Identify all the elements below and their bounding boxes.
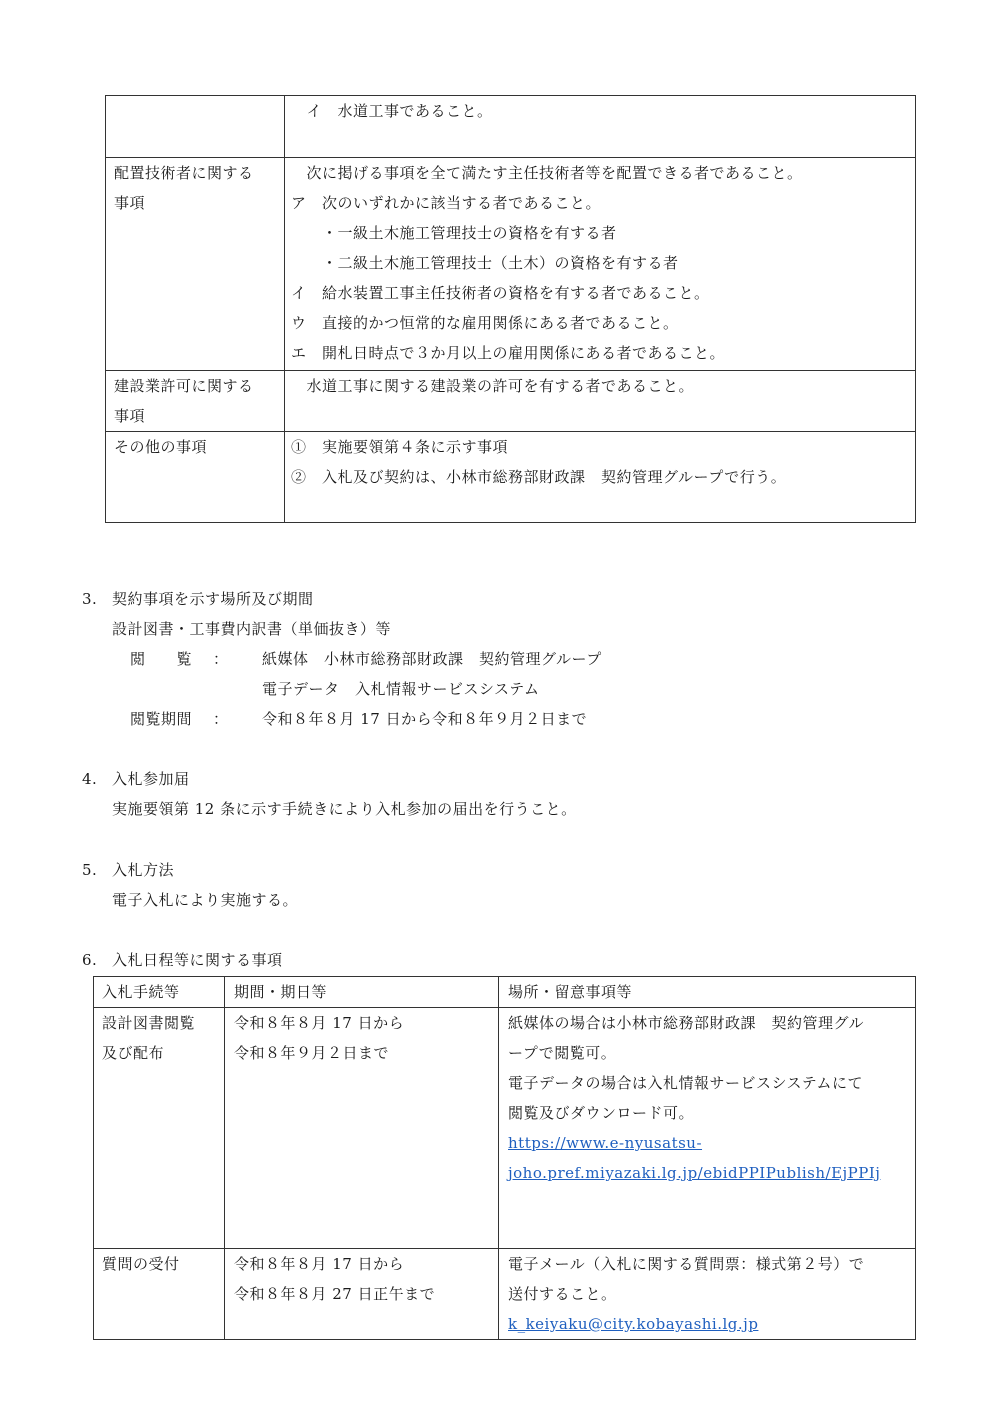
content-line: エ 開札日時点で３か月以上の雇用関係にある者であること。 bbox=[291, 344, 726, 362]
label-line: 配置技術者に関する bbox=[114, 164, 254, 182]
section-number: 4. bbox=[82, 770, 98, 788]
schedule-table bbox=[93, 976, 916, 1340]
section-body: 実施要領第 12 条に示す手続きにより入札参加の届出を行うこと。 bbox=[112, 800, 577, 818]
content-line: ウ 直接的かつ恒常的な雇用関係にある者であること。 bbox=[291, 314, 679, 332]
column-header: 期間・期日等 bbox=[225, 977, 499, 1008]
row-content bbox=[285, 96, 916, 158]
table-row bbox=[106, 158, 916, 371]
section-number: 5. bbox=[82, 861, 98, 879]
section-heading: 契約事項を示す場所及び期間 bbox=[112, 590, 314, 608]
column-header: 入札手続等 bbox=[94, 977, 225, 1008]
section-heading: 入札方法 bbox=[112, 861, 175, 879]
label-line: 建設業許可に関する bbox=[114, 377, 254, 395]
label-line: 事項 bbox=[114, 194, 146, 212]
content-line: ① 実施要領第４条に示す事項 bbox=[291, 438, 509, 456]
system-url-link[interactable]: https://www.e-nyusatsu- bbox=[508, 1134, 703, 1152]
content-line: イ 給水装置工事主任技術者の資格を有する者であること。 bbox=[291, 284, 710, 302]
table-row bbox=[94, 1249, 916, 1340]
content-line: ・二級土木施工管理技士（土木）の資格を有する者 bbox=[291, 254, 679, 272]
period-value: 令和８年８月 17 日から令和８年９月２日まで bbox=[262, 710, 588, 728]
table-row bbox=[94, 1008, 916, 1249]
table-header-row bbox=[94, 977, 916, 1008]
notes-cell: 紙媒体の場合は小林市総務部財政課 契約管理グル ープで閲覧可。 電子データの場合は入札情報サービスシステムにて 閲覧及びダウンロード可。 https://www.e-nyusatsu- joho.pref.miyazaki.lg.jp/ebidPPIPublish/EjPPIj bbox=[499, 1008, 916, 1249]
column-header: 場所・留意事項等 bbox=[499, 977, 916, 1008]
colon: ： bbox=[213, 650, 229, 668]
view-value: 電子データ 入札情報サービスシステム bbox=[262, 680, 540, 698]
table-row bbox=[106, 432, 916, 523]
row-label bbox=[106, 158, 285, 371]
notes-cell: 電子メール（入札に関する質問票：様式第２号）で 送付すること。 k_keiyaku@city.kobayashi.lg.jp bbox=[499, 1249, 916, 1340]
row-content bbox=[285, 432, 916, 523]
colon: ： bbox=[213, 710, 229, 728]
period-cell: 令和８年８月 17 日から 令和８年８月 27 日正午まで bbox=[225, 1249, 499, 1340]
procedure-cell: 設計図書閲覧 及び配布 bbox=[94, 1008, 225, 1249]
content-line: イ 水道工事であること。 bbox=[291, 102, 493, 120]
table-row bbox=[106, 371, 916, 432]
label-line: 事項 bbox=[114, 407, 146, 425]
section-heading: 入札参加届 bbox=[112, 770, 190, 788]
system-url-link[interactable]: joho.pref.miyazaki.lg.jp/ebidPPIPublish/EjPPIj bbox=[508, 1164, 881, 1182]
section-number: 3. bbox=[82, 590, 98, 608]
row-label bbox=[106, 371, 285, 432]
procedure-cell: 質問の受付 bbox=[94, 1249, 225, 1340]
view-label: 閲 覧 bbox=[130, 650, 193, 668]
section-subheading: 設計図書・工事費内訳書（単価抜き）等 bbox=[112, 620, 392, 638]
section-number: 6. bbox=[82, 951, 98, 969]
content-line: ア 次のいずれかに該当する者であること。 bbox=[291, 194, 602, 212]
content-line: 水道工事に関する建設業の許可を有する者であること。 bbox=[291, 377, 695, 395]
view-value: 紙媒体 小林市総務部財政課 契約管理グループ bbox=[262, 650, 602, 668]
requirements-table bbox=[105, 95, 916, 523]
row-label bbox=[106, 432, 285, 523]
row-content bbox=[285, 371, 916, 432]
row-label bbox=[106, 96, 285, 158]
period-cell: 令和８年８月 17 日から 令和８年９月２日まで bbox=[225, 1008, 499, 1249]
row-content bbox=[285, 158, 916, 371]
content-line: 次に掲げる事項を全て満たす主任技術者等を配置できる者であること。 bbox=[291, 164, 803, 182]
email-link[interactable]: k_keiyaku@city.kobayashi.lg.jp bbox=[508, 1315, 759, 1333]
section-body: 電子入札により実施する。 bbox=[112, 891, 299, 909]
section-heading: 入札日程等に関する事項 bbox=[112, 951, 283, 969]
table-row bbox=[106, 96, 916, 158]
content-line: ② 入札及び契約は、小林市総務部財政課 契約管理グループで行う。 bbox=[291, 468, 787, 486]
content-line: ・一級土木施工管理技士の資格を有する者 bbox=[291, 224, 617, 242]
period-label: 閲覧期間 bbox=[130, 710, 193, 728]
label-line: その他の事項 bbox=[114, 438, 208, 456]
